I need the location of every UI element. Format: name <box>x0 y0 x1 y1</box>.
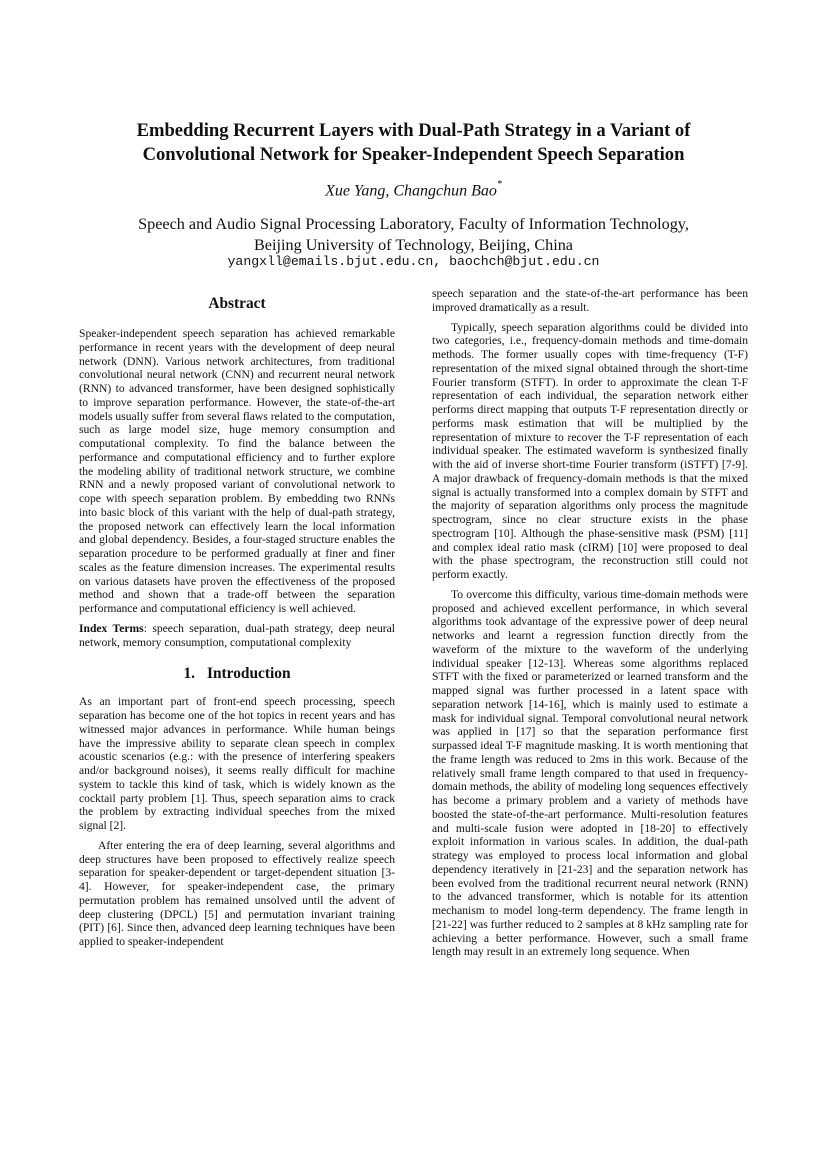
title-line-1: Embedding Recurrent Layers with Dual-Path Strategy in a Variant of <box>136 120 691 141</box>
section-title: Introduction <box>207 665 291 683</box>
corresponding-author-mark: * <box>496 179 502 190</box>
abstract-text: Speaker-independent speech separation has achieved remarkable performance in recent years with the development of deep neural network (DNN). Various network architectures, from traditional convolutional neural network (CNN) and recurrent neural network (RNN) to advanced transformer, have been designed sophistically to improve separation performance. However, the state-of-the-art models usually suffer from several flaws related to the computation, such as large model size, huge memory consumption and computational complexity. To find the balance between the performance and computational efficiency and to further explore the modeling ability of traditional network structure, we combine RNN and a newly proposed variant of convolutional network to cope with speech separation problem. By embedding two RNNs into basic block of this variant with the help of dual-path strategy, the proposed network can effectively learn the local information and global dependency. Besides, a four-staged structure enables the separation procedure to be performed gradually at finer and finer scales as the feature dimension increases. The experimental results on various datasets have proven the effectiveness of the proposed method and shown that a trade-off between the separation performance and computational efficiency is well achieved. <box>79 327 395 615</box>
introduction-heading <box>79 665 395 683</box>
affiliation-line-1: Speech and Audio Signal Processing Laboratory, Faculty of Information Technology, <box>138 215 689 233</box>
intro-paragraph-3: Typically, speech separation algorithms could be divided into two categories, i.e., frequency-domain methods and time-domain methods. The former usually copes with time-frequency (T-F) representation of the mixed signal obtained through the short-time Fourier transform (STFT). In order to approximate the clean T-F representation of each individual, the separation network either performs direct mapping that outputs T-F representation directly or performs mask estimation that will be multiplied by the representation of mixture to recover the T-F representation of each individual speaker. The estimated waveform is synthesized finally with the aid of inverse short-time Fourier transform (iSTFT) [7-9]. A major drawback of frequency-domain methods is that the mixed signal is actually transformed into a complex domain by STFT and the majority of separation algorithms only process the magnitude spectrogram, since no clear structure exists in the phase spectrogram [10]. Although the phase-sensitive mask (PSM) [11] and complex ideal ratio mask (cIRM) [10] were proposed to deal with the phase spectrogram, the reconstruction still could not perform exactly. <box>432 320 748 581</box>
index-terms <box>79 622 395 650</box>
index-terms-label: Index Terms <box>79 621 144 635</box>
abstract-heading: Abstract <box>208 295 266 312</box>
intro-paragraph-2-continued: speech separation and the state-of-the-art performance has been improved dramatically as a result. <box>432 287 748 314</box>
left-column <box>79 287 395 949</box>
author-emails: yangxll@emails.bjut.edu.cn, baochch@bjut.edu.cn <box>227 254 600 269</box>
section-number: 1. <box>183 665 195 683</box>
index-terms-text: : speech separation, dual-path strategy, deep neural network, memory consumption, computational complexity <box>79 621 396 649</box>
intro-paragraph-2: After entering the era of deep learning, several algorithms and deep structures have been proposed to effectively realize speech separation for speaker-dependent or target-dependent situation [3-4]. However, for speaker-independent case, the primary permutation problem has remained unsolved until the advent of deep clustering (DPCL) [5] and permutation invariant training (PIT) [6]. Since then, advanced deep learning techniques have been applied to speaker-independent <box>79 838 395 948</box>
affiliation-line-2: Beijing University of Technology, Beijing, China <box>254 235 573 254</box>
title-line-2: Convolutional Network for Speaker-Independent Speech Separation <box>142 144 685 165</box>
affiliation <box>60 214 767 255</box>
intro-paragraph-4: To overcome this difficulty, various time-domain methods were proposed and achieved excellent performance, in which several algorithms took advantage of the expressive power of deep neural networks and learnt a regression function directly from the waveform of the mixture to the waveform of the underlying individual speaker [12-13]. Whereas some algorithms replaced STFT with the fixed or parameterized or learned transform and the mapped signal was further processed in a latent space with separation network [14-16], which is mainly used to estimate a mask for individual signal. Temporal convolutional neural network was applied in [17] so that the separation performance first surpassed ideal T-F magnitude masking. It is worth mentioning that the frame length was reduced to 2ms in this work. Because of the relatively small frame length compared to that used in frequency-domain methods, the ability of modeling long sequences effectively has become a primary problem and a variety of methods have boosted the state-of-the-art performance. Multi-resolution features and multi-scale fusion were adopted in [18-20] to effectively exploit information in various scales. In addition, the dual-path strategy was employed to process local information and global dependency iteratively in [21-23] and the separation network has been evolved from the traditional recurrent neural network (RNN) to the advanced transformer, which is notable for its attention mechanism to model long-term dependency. The frame length in [21-22] was further reduced to 2 samples at 8 kHz sampling rate for achieving a better performance. However, such a small frame length may result in an extremely long sequence. When <box>432 587 748 959</box>
author-list <box>60 177 767 201</box>
intro-paragraph-1: As an important part of front-end speech processing, speech separation has become one of the hot topics in recent years and has witnessed major advances in performance. While human beings have the impressive ability to separate clean speech in complex acoustic scenarios (e.g.: with the presence of interfering speakers and/or background noises), it seems really difficult for machine system to tackle this kind of task, which is widely known as the cocktail party problem [1]. Thus, speech separation aims to crack the problem by extracting individual speeches from the mixed signal [2]. <box>79 695 395 832</box>
right-column <box>432 287 748 959</box>
paper-title <box>60 119 767 167</box>
authors-text: Xue Yang, Changchun Bao <box>325 182 497 200</box>
